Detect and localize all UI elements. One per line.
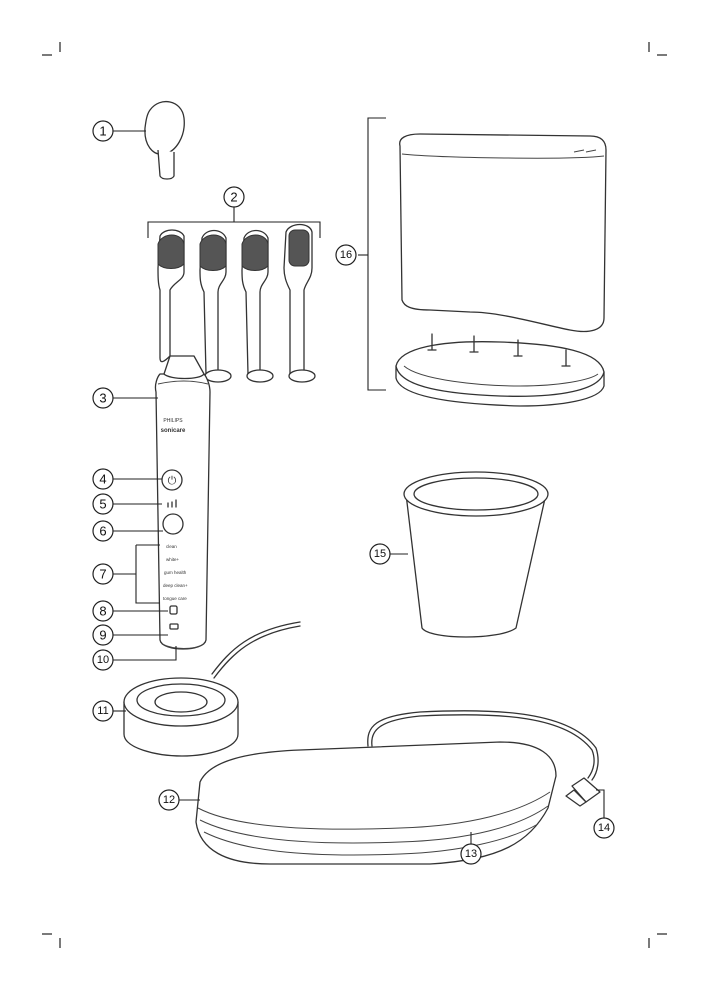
charger xyxy=(124,622,300,756)
callout-10 xyxy=(93,650,113,670)
travel-charging-case xyxy=(196,711,600,864)
svg-text:9: 9 xyxy=(99,627,107,643)
svg-text:12: 12 xyxy=(162,794,176,806)
callout-16 xyxy=(336,245,356,265)
callout-8 xyxy=(93,601,113,621)
callout-3 xyxy=(93,388,113,408)
svg-text:3: 3 xyxy=(99,390,107,406)
mode-label-gum-health: gum health xyxy=(164,570,187,575)
brush-head-2 xyxy=(200,231,231,383)
brush-head-replacement-indicator xyxy=(170,606,177,614)
battery-indicator xyxy=(170,624,178,629)
svg-text:16: 16 xyxy=(339,249,353,261)
power-icon: ⏻ xyxy=(167,475,177,487)
svg-text:2: 2 xyxy=(230,189,238,205)
tongue-brush-head xyxy=(145,102,184,179)
mode-label-clean: clean xyxy=(166,544,177,549)
brush-head-holder-with-cover xyxy=(358,118,606,406)
handle-brand-text: PHILIPS xyxy=(163,418,183,424)
svg-text:13: 13 xyxy=(464,848,478,860)
svg-text:4: 4 xyxy=(99,471,107,487)
callout-14 xyxy=(594,818,614,838)
callout-11 xyxy=(93,701,113,721)
svg-text:15: 15 xyxy=(373,548,387,560)
svg-text:14: 14 xyxy=(597,822,611,834)
handle-product-text: sonicare xyxy=(160,428,186,434)
brush-head-3 xyxy=(242,231,273,383)
callout-7 xyxy=(93,564,113,584)
callout-5 xyxy=(93,494,113,514)
svg-text:7: 7 xyxy=(99,566,107,582)
mode-button[interactable] xyxy=(163,514,183,534)
usb-connector xyxy=(566,778,600,806)
svg-text:1: 1 xyxy=(99,123,107,139)
mode-label-tongue-care: tongue care xyxy=(163,596,187,601)
svg-text:5: 5 xyxy=(99,496,107,512)
brush-head-1 xyxy=(158,230,184,362)
svg-text:8: 8 xyxy=(99,603,107,619)
callout-4 xyxy=(93,469,113,489)
svg-text:6: 6 xyxy=(99,523,107,539)
toothbrush-handle xyxy=(155,356,210,649)
callout-13 xyxy=(461,844,481,864)
callout-6 xyxy=(93,521,113,541)
mode-label-deep-clean: deep clean+ xyxy=(163,583,188,588)
callout-12 xyxy=(159,790,179,810)
svg-text:10: 10 xyxy=(96,654,110,666)
rinse-cup xyxy=(404,472,548,637)
brush-head-4 xyxy=(284,225,315,383)
svg-text:11: 11 xyxy=(97,705,109,717)
mode-label-white: white+ xyxy=(166,557,180,562)
callout-2 xyxy=(224,187,244,207)
callout-1 xyxy=(93,121,113,141)
callout-15 xyxy=(370,544,390,564)
callout-9 xyxy=(93,625,113,645)
